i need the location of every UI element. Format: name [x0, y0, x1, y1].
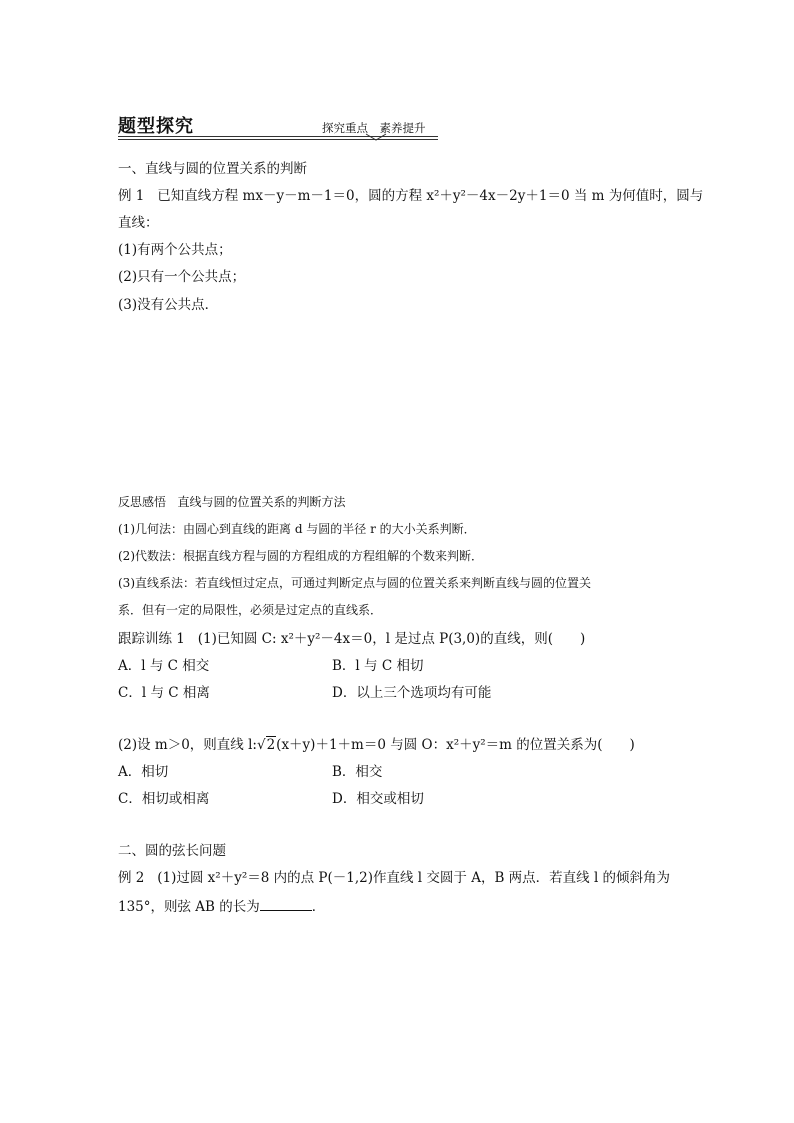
- example-2: [118, 869, 670, 887]
- reflection-item-3: (3)直线系法：若直线恒过定点，可通过判断定点与圆的位置关系来判断直线与圆的位置关: [118, 576, 592, 590]
- example-2-cont: [118, 896, 325, 916]
- example-1-text-cont: 直线：: [118, 215, 159, 231]
- practice-1-q1-option-c: C．l 与 C 相离: [118, 685, 210, 701]
- example-1-text: 已知直线方程 mx－y－m－1＝0，圆的方程 x²＋y²－4x－2y＋1＝0 当 m 为何值时，圆与: [157, 188, 704, 204]
- header-rule-thin: [118, 139, 438, 140]
- practice-1-q2-option-c: C．相切或相离: [118, 791, 210, 807]
- header-rule: [118, 136, 438, 137]
- sqrt-radicand: 2: [266, 737, 276, 753]
- answer-blank[interactable]: [260, 896, 312, 911]
- header-chevron-icon: [364, 132, 388, 142]
- practice-1-q2-option-a: A．相切: [118, 764, 169, 780]
- practice-1-q1-option-b: B．l 与 C 相切: [332, 658, 424, 674]
- reflection-title: 直线与圆的位置关系的判断方法: [177, 495, 346, 509]
- example-2-text-cont: 135°，则弦 AB 的长为: [118, 899, 260, 915]
- practice-1-q1: [118, 630, 585, 648]
- practice-1-q2: [118, 736, 635, 754]
- example-1-item-1: (1)有两个公共点；: [118, 242, 232, 258]
- practice-1-label: 跟踪训练 1: [118, 631, 185, 647]
- practice-1-q1-option-d: D．以上三个选项均有可能: [332, 685, 492, 701]
- practice-1-q2-option-d: D．相交或相切: [332, 791, 424, 807]
- section-header-title: 题型探究: [118, 116, 194, 137]
- section-2-title: 二、圆的弦长问题: [118, 843, 226, 859]
- example-1-item-2: (2)只有一个公共点；: [118, 269, 246, 285]
- example-1: [118, 187, 703, 205]
- example-2-text: (1)过圆 x²＋y²＝8 内的点 P(－1,2)作直线 l 交圆于 A，B 两点．若直线 l 的倾斜角为: [157, 870, 671, 886]
- reflection-item-2: (2)代数法：根据直线方程与圆的方程组成的方程组解的个数来判断．: [118, 549, 484, 563]
- section-1-title: 一、直线与圆的位置关系的判断: [118, 161, 307, 177]
- reflection-label: 反思感悟: [118, 495, 167, 509]
- reflection-item-3-cont: 系．但有一定的局限性，必须是过定点的直线系．: [118, 603, 383, 617]
- example-1-label: 例 1: [118, 188, 145, 204]
- reflection-heading: [118, 494, 345, 510]
- section-header-subtitle: 探究重点 素养提升: [322, 121, 426, 135]
- example-1-item-3: (3)没有公共点．: [118, 297, 219, 313]
- example-2-period: ．: [311, 899, 326, 915]
- practice-1-q2-text-b: (x＋y)＋1＋m＝0 与圆 O：x²＋y²＝m 的位置关系为( ): [276, 737, 635, 753]
- sqrt-symbol: √2: [256, 737, 276, 753]
- reflection-item-1: (1)几何法：由圆心到直线的距离 d 与圆的半径 r 的大小关系判断．: [118, 522, 476, 536]
- practice-1-q1-text: (1)已知圆 C: x²＋y²－4x＝0，l 是过点 P(3,0)的直线，则( ): [197, 631, 586, 647]
- practice-1-q1-option-a: A．l 与 C 相交: [118, 658, 210, 674]
- practice-1-q2-text-a: (2)设 m＞0，则直线 l:: [118, 737, 257, 753]
- practice-1-q2-option-b: B．相交: [332, 764, 383, 780]
- example-2-label: 例 2: [118, 870, 145, 886]
